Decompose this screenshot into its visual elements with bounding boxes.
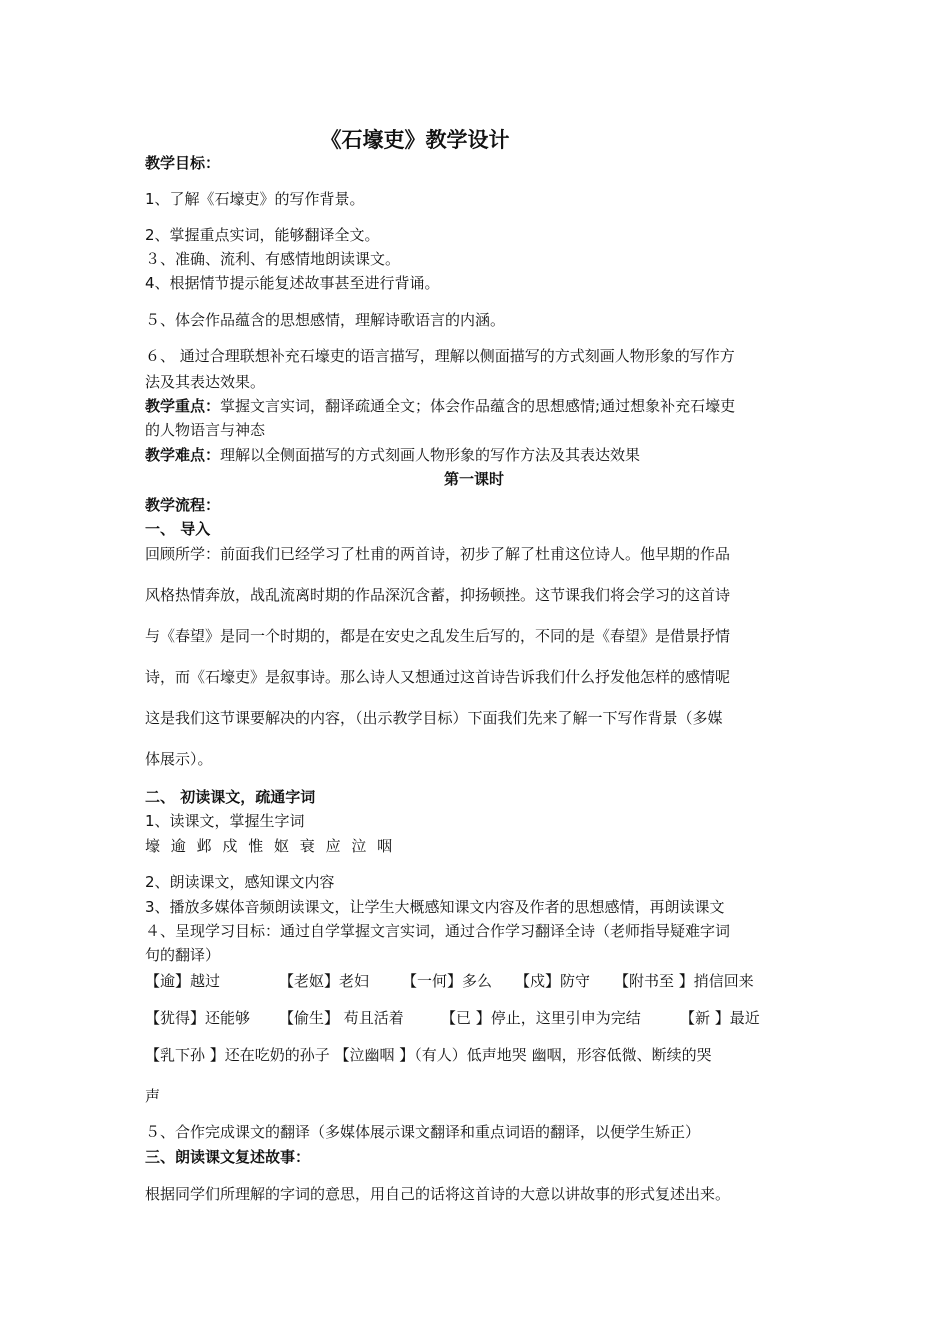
section3-heading: 三、朗读课文复述故事： [145, 1148, 311, 1166]
difficulties-label: 教学难点： [145, 446, 221, 464]
section1-line-1: 回顾所学：前面我们已经学习了杜甫的两首诗，初步了解了杜甫这位诗人。他早期的作品 [145, 545, 731, 563]
section2-item-1: 1、读课文，掌握生字词 [145, 812, 305, 830]
objective-1: 1、了解《石壕吏》的写作背景。 [145, 190, 365, 208]
glossary-item: 【新 】最近 [680, 1009, 760, 1027]
section1-line-4: 诗，而《石壕吏》是叙事诗。那么诗人又想通过这首诗告诉我们什么抒发他怎样的感情呢 [145, 668, 731, 686]
section2-item-5: ５、合作完成课文的翻译（多媒体展示课文翻译和重点词语的翻译，以便学生矫正） [145, 1123, 701, 1141]
vocab-char: 应 [325, 837, 341, 855]
vocab-char: 逾 [170, 837, 186, 855]
key-points [145, 396, 735, 416]
vocab-char: 惟 [248, 837, 264, 855]
key-points-text: 掌握文言实词，翻译疏通全文；体会作品蕴含的思想感情;通过想象补充石壕吏 [220, 397, 736, 415]
objective-3: ３、准确、流利、有感情地朗读课文。 [145, 250, 401, 268]
vocab-char: 泣 [351, 837, 367, 855]
glossary-item: 【逾】越过 [145, 972, 221, 990]
process-heading: 教学流程： [145, 496, 221, 514]
section3-text: 根据同学们所理解的字词的意思，用自己的话将这首诗的大意以讲故事的形式复述出来。 [145, 1185, 731, 1203]
section1-line-3: 与《春望》是同一个时期的，都是在安史之乱发生后写的，不同的是《春望》是借景抒情 [145, 627, 731, 645]
section2-heading: 二、 初读课文，疏通字词 [145, 788, 316, 806]
glossary-item: 【附书至 】捎信回来 [614, 972, 754, 990]
key-points-cont: 的人物语言与神态 [145, 421, 266, 439]
glossary-item: 【已 】停止，这里引申为完结 [441, 1009, 641, 1027]
page-title: 《石壕吏》教学设计 [320, 128, 510, 152]
glossary-item: 【戍】防守 [515, 972, 591, 990]
section2-item-4-cont: 句的翻译） [145, 946, 221, 964]
vocab-char: 妪 [273, 837, 289, 855]
difficulties [145, 445, 640, 465]
difficulties-text: 理解以全侧面描写的方式刻画人物形象的写作方法及其表达效果 [220, 446, 641, 464]
glossary-item: 【老妪】老妇 [279, 972, 370, 990]
section1-line-5: 这是我们这节课要解决的内容，（出示教学目标）下面我们先来了解一下写作背景（多媒 [145, 709, 723, 727]
glossary-item: 【一何】多么 [402, 972, 493, 990]
vocab-char: 戍 [222, 837, 238, 855]
objective-4: 4、根据情节提示能复述故事甚至进行背诵。 [145, 274, 440, 292]
objective-5: ５、体会作品蕴含的思想感情，理解诗歌语言的内涵。 [145, 311, 506, 329]
section1-line-2: 风格热情奔放，战乱流离时期的作品深沉含蓄，抑扬顿挫。这节课我们将会学习的这首诗 [145, 586, 731, 604]
glossary-item: 【偷生】 苟且活着 [279, 1009, 404, 1027]
lesson-heading: 第一课时 [443, 470, 504, 488]
vocab-char: 邺 [196, 837, 212, 855]
section2-item-3: 3、播放多媒体音频朗读课文，让学生大概感知课文内容及作者的思想感情，再朗读课文 [145, 898, 725, 916]
section2-item-4: ４、呈现学习目标：通过自学掌握文言实词，通过合作学习翻译全诗（老师指导疑难字词 [145, 922, 731, 940]
objectives-heading: 教学目标： [145, 154, 221, 172]
objective-6: ６、 通过合理联想补充石壕吏的语言描写，理解以侧面描写的方式刻画人物形象的写作方 [145, 347, 735, 365]
key-points-label: 教学重点： [145, 397, 221, 415]
objective-6-cont: 法及其表达效果。 [145, 373, 266, 391]
glossary-row-3: 【乳下孙 】还在吃奶的孙子 【泣幽咽 】（有人）低声地哭 幽咽，形容低微、断续的哭 [145, 1046, 712, 1064]
vocab-chars [145, 836, 398, 856]
section1-line-6: 体展示）。 [145, 750, 213, 768]
section1-heading: 一、 导入 [145, 520, 211, 538]
glossary-item: 【犹得】还能够 [145, 1009, 251, 1027]
vocab-char: 衰 [299, 837, 315, 855]
vocab-char: 壕 [145, 837, 161, 855]
objective-2: 2、掌握重点实词，能够翻译全文。 [145, 226, 380, 244]
section2-item-2: 2、朗读课文，感知课文内容 [145, 873, 335, 891]
vocab-char: 咽 [377, 837, 393, 855]
glossary-row-3-cont: 声 [145, 1087, 161, 1105]
